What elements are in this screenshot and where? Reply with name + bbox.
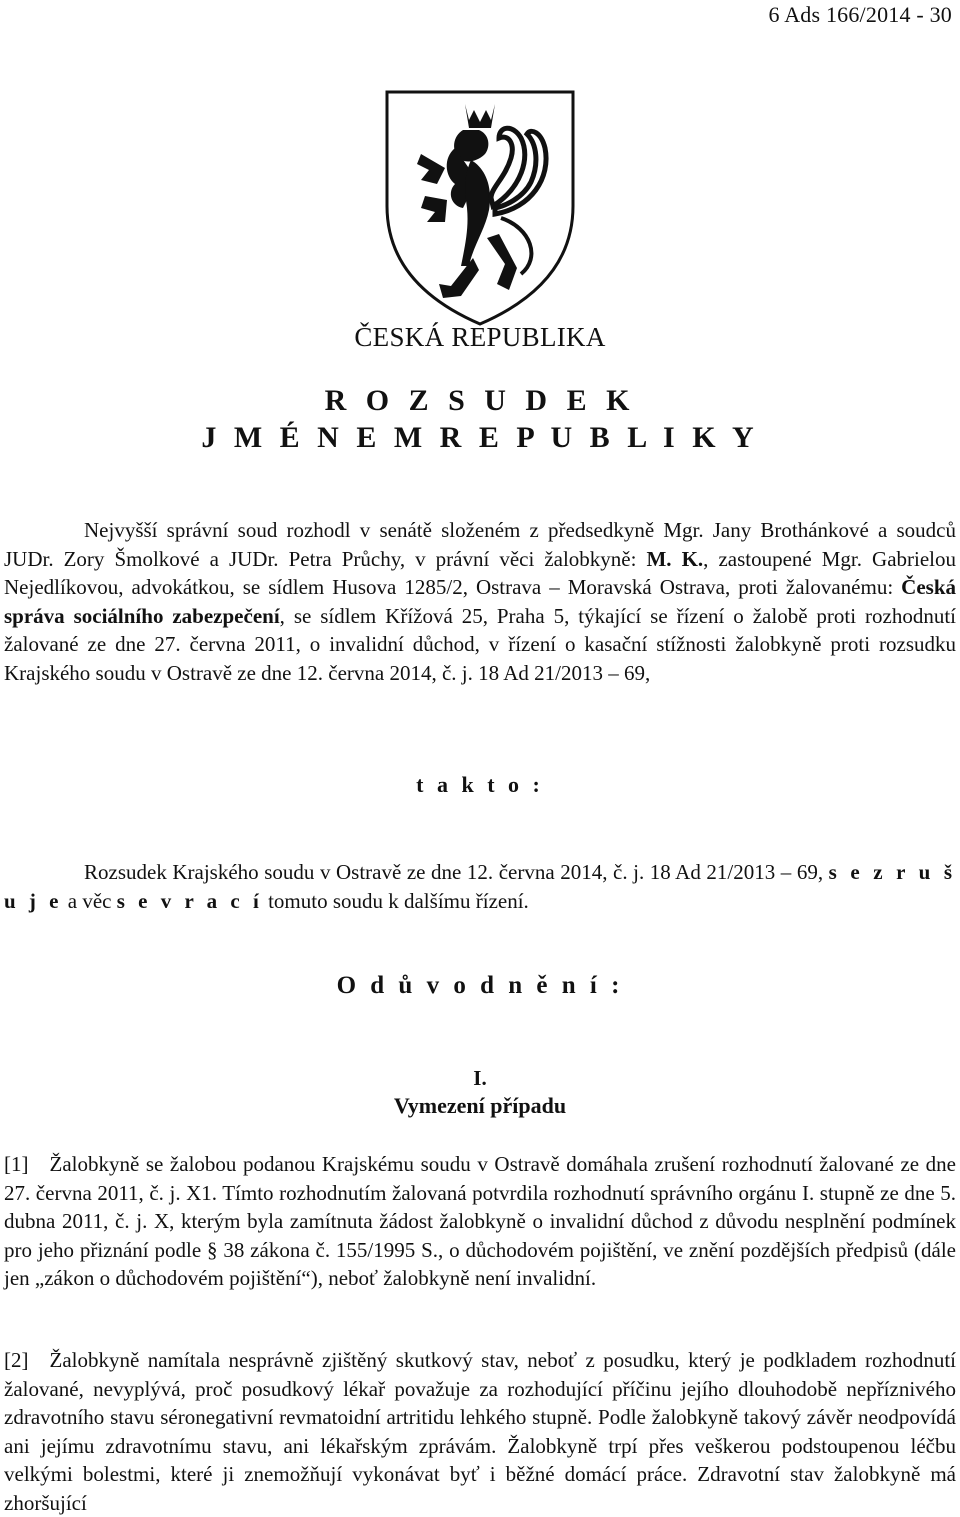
section-title: Vymezení případu (393, 1093, 567, 1118)
verdict-return: s e v r a c í (116, 888, 263, 913)
section-number: I. (473, 1066, 487, 1090)
verdict-paragraph: Rozsudek Krajského soudu v Ostravě ze dne 12. června 2014, č. j. 18 Ad 21/2013 – 69, s e z r u š u j e a věc s e v r a c í tomuto soudu k dalšímu řízení. (4, 860, 956, 913)
verdict-annul: s e z r u š u j e (4, 860, 956, 913)
plaintiff-name: M. K. (646, 546, 704, 571)
country-heading: ČESKÁ REPUBLIKA (354, 322, 606, 352)
defendant-name: Česká správa sociálního zabezpečení (4, 575, 956, 628)
intro-paragraph: Nejvyšší správní soud rozhodl v senátě složeném z předsedkyně Mgr. Jany Brothánkové a soudců JUDr. Zory Šmolkové a JUDr. Petra Průchy, v právní věci žalobkyně: M. K., zastoupené Mgr. Gabrielou Nejedlíkovou, advokátkou, se sídlem Husova 1285/2, Ostrava – Moravská Ostrava, proti žalovanému: Česká správa sociálního zabezpečení, se sídlem Křížová 25, Praha 5, týkající se řízení o žalobě proti rozhodnutí žalované ze dne 27. června 2011, o invalidní důchod, v řízení o kasační stížnosti žalobkyně proti rozsudku Krajského soudu v Ostravě ze dne 12. června 2014, č. j. 18 Ad 21/2013 – 69, (4, 518, 956, 685)
takto-heading: t a k t o : (416, 772, 544, 797)
reasoning-heading: O d ů v o d n ě n í : (336, 972, 624, 999)
judgment-heading: R O Z S U D E K (324, 384, 636, 417)
in-the-name-heading: J M É N E M R E P U B L I K Y (201, 421, 759, 454)
czech-lion-coat-of-arms-icon (381, 88, 579, 328)
paragraph-1: [1] Žalobkyně se žalobou podanou Krajskému soudu v Ostravě domáhala zrušení rozhodnutí žalované ze dne 27. června 2011, č. j. X1. Tímto rozhodnutím žalovaná potvrdila rozhodnutí správního orgánu I. stupně ze dne 5. dubna 2011, č. j. X, kterým byla zamítnuta žádost žalobkyně o invalidní důchod z důvodu nesplnění podmínek pro jeho přiznání podle § 38 zákona č. 155/1995 S., o důchodovém pojištění, ve znění pozdějších předpisů (dále jen „zákon o důchodovém pojištění“), neboť žalobkyně není invalidní. (4, 1152, 956, 1290)
paragraph-2: [2] Žalobkyně namítala nesprávně zjištěný skutkový stav, neboť z posudku, který je podkladem rozhodnutí žalované, nevyplývá, proč posudkový lékař považuje za rozhodující příčinu jejího dlouhodobě nepříznivého zdravotního stavu séronegativní revmatoidní artritidu lehkého stupně. Podle žalobkyně takový závěr neodpovídá ani jejímu zdravotnímu stavu, ani lékařským zprávám. Žalobkyně trpí přes veškerou podstoupenou léčbu velkými bolestmi, které ji znemožňují vykonávat byť i běžné domácí práce. Zdravotní stav žalobkyně má zhoršující (4, 1348, 956, 1515)
case-number: 6 Ads 166/2014 - 30 (768, 2, 952, 27)
